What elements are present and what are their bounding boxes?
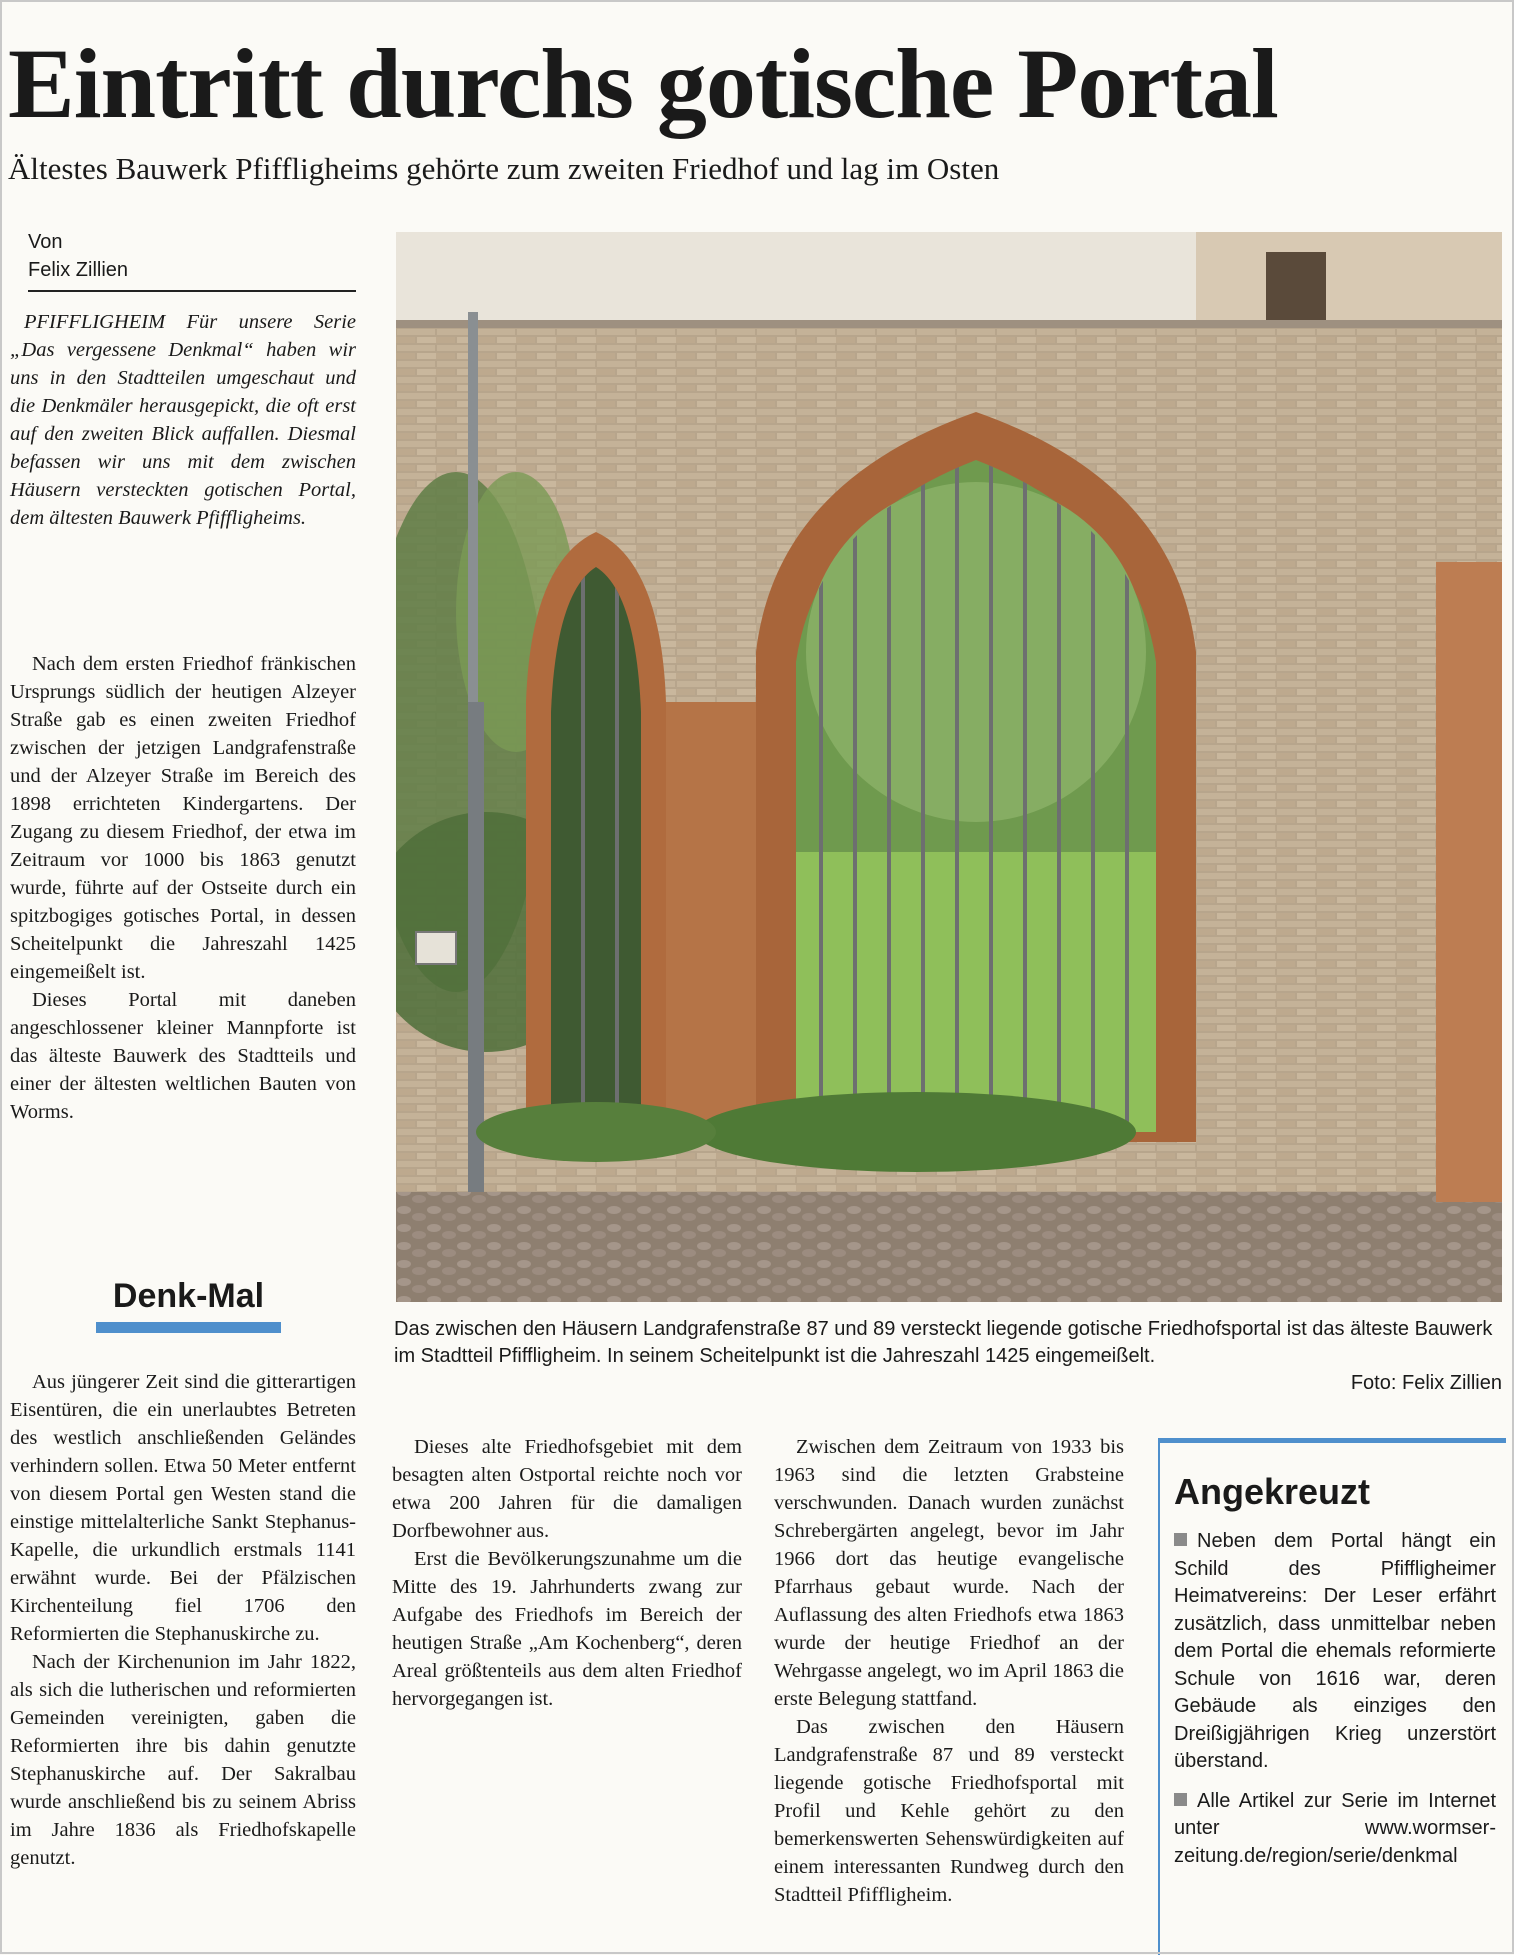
lead-text: PFIFFLIGHEIM Für unsere Serie „Das vergessene Denkmal“ haben wir uns in den Stadtteilen umgeschaut und die Denkmäler herausgepickt, die oft erst auf den zweiten Blick auffallen. Diesmal befassen wir uns mit dem zwischen Häusern versteckten gotischen Portal, dem ältesten Bauwerk Pfiffligheims.	[10, 311, 356, 529]
subheadline: Ältestes Bauwerk Pfiffligheims gehörte zum zweiten Friedhof und lag im Osten	[8, 151, 1000, 186]
paragraph: Erst die Bevölkerungszunahme um die Mitte des 19. Jahrhunderts zwang zur Aufgabe des Friedhofs im Bereich der heutigen Straße „Am Kochenberg“, deren Areal größtenteils aus dem alten Friedhof hervorgegangen ist.	[392, 1548, 742, 1710]
byline	[28, 228, 358, 284]
sidebar-item-text: Neben dem Portal hängt ein Schild des Pfiffligheimer Heimatvereins: Der Leser erfährt zusätzlich, dass unmittelbar neben dem Portal die ehemals reformierte Schule von 1616 war, deren Gebäude als einziges den Dreißigjährigen Krieg unzerstört überstand.	[1174, 1530, 1496, 1772]
paragraph: Dieses alte Friedhofsgebiet mit dem besagten alten Ostportal reichte noch vor etwa 200 Jahren für die damaligen Dorfbewohner aus.	[392, 1436, 742, 1542]
sidebar-item	[1174, 1528, 1496, 1776]
paragraph: Dieses Portal mit daneben angeschlossener kleiner Mannpforte ist das älteste Bauwerk des Stadtteils und einer der ältesten weltlichen Bauten von Worms.	[10, 989, 356, 1123]
square-bullet-icon	[1174, 1533, 1187, 1546]
headline: Eintritt durchs gotische Portal	[8, 28, 1278, 139]
article-column-3	[774, 1433, 1124, 1909]
section-kicker: Denk-Mal	[112, 1277, 265, 1315]
byline-author: Felix Zillien	[28, 259, 129, 281]
paragraph: Zwischen dem Zeitraum von 1933 bis 1963 sind die letzten Grabsteine verschwunden. Danach wurden zunächst Schrebergärten angelegt, bevor im Jahr 1966 dort das heutige evangelische Pfarrhaus gebaut wurde. Nach der Auflassung des alten Friedhofs etwa 1863 wurde der heutige Friedhof an der Wehrgasse angelegt, wo im April 1863 die erste Belegung stattfand.	[774, 1436, 1124, 1710]
article-column-1b	[10, 1368, 356, 1872]
sidebar-body	[1174, 1528, 1496, 1882]
paragraph: Das zwischen den Häusern Landgrafenstraße 87 und 89 versteckt liegende gotische Friedhofsportal mit Profil und Kehle gehört zu den bemerkenswerten Sehenswürdigkeiten auf einem interessanten Rundweg durch den Stadtteil Pfiffligheim.	[774, 1716, 1124, 1906]
sidebar-title: Angekreuzt	[1174, 1471, 1371, 1512]
paragraph: Nach dem ersten Friedhof fränkischen Ursprungs südlich der heutigen Alzeyer Straße gab es einen zweiten Friedhof zwischen der jetzigen Landgrafenstraße und der Alzeyer Straße im Bereich des 1898 errichteten Kindergartens. Der Zugang zu diesem Friedhof, der etwa im Zeitraum vor 1000 bis 1863 genutzt wurde, führte auf der Ostseite durch ein spitzbogiges gotisches Portal, in dessen Scheitelpunkt die Jahreszahl 1425 eingemeißelt ist.	[10, 653, 356, 983]
kicker-underline	[96, 1322, 281, 1333]
paragraph: Nach der Kirchenunion im Jahr 1822, als sich die lutherischen und reformierten Gemeinden vereinigten, gaben die Reformierten ihre bis dahin genutzte Stephanuskirche auf. Der Sakralbau wurde anschließend bis zu seinem Abriss im Jahre 1836 als Friedhofskapelle genutzt.	[10, 1651, 356, 1869]
sidebar-item-text: Alle Artikel zur Serie im Internet unter www.wormser-zeitung.de/region/serie/denkmal	[1174, 1789, 1496, 1867]
portal-photo	[396, 232, 1502, 1302]
article-column-1	[10, 650, 356, 1126]
byline-divider	[28, 290, 356, 292]
article-column-2	[392, 1433, 742, 1713]
lead-paragraph	[10, 308, 356, 532]
paragraph: Aus jüngerer Zeit sind die gitterartigen Eisentüren, die ein unerlaubtes Betreten des westlich anschließenden Geländes verhindern sollen. Etwa 50 Meter entfernt von diesem Portal gen Westen stand die einstige mittelalterliche Sankt Stephanus-Kapelle, die urkundlich erstmals 1141 erwähnt wurde. Bei der Pfälzischen Kirchenteilung fiel 1706 den Reformierten die Stephanuskirche zu.	[10, 1371, 356, 1645]
photo-caption: Das zwischen den Häusern Landgrafenstraße 87 und 89 versteckt liegende gotische Friedhofsportal ist das älteste Bauwerk im Stadtteil Pfiffligheim. In seinem Scheitelpunkt ist die Jahreszahl 1425 eingemeißelt.	[394, 1318, 1493, 1367]
portal-illustration	[396, 232, 1502, 1302]
photo-credit: Foto: Felix Zillien	[1350, 1372, 1502, 1394]
sidebar-item	[1174, 1788, 1496, 1871]
square-bullet-icon	[1174, 1793, 1187, 1806]
byline-prefix: Von	[28, 231, 63, 253]
